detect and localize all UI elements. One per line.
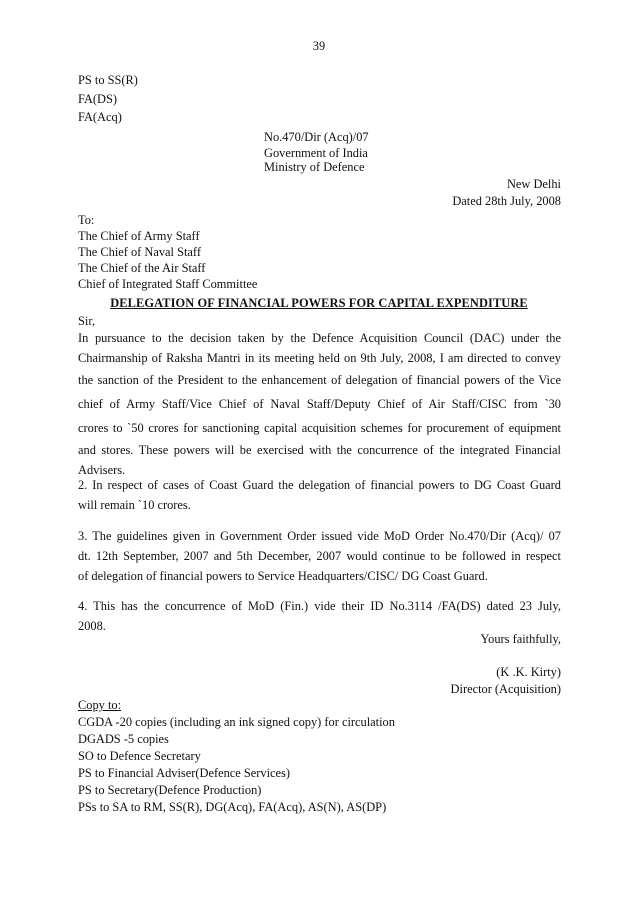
signatory-title: Director (Acquisition) (450, 682, 561, 696)
paragraph-line: Chairmanship of Raksha Mantri in its meeting held on 9th July, 2008, I am directed to convey (78, 351, 561, 365)
paragraph-4 (78, 596, 561, 636)
paragraph-line: 3. The guidelines given in Government Order issued vide MoD Order No.470/Dir (Acq)/ 07 (78, 529, 561, 543)
paragraph-line: 2008. (78, 619, 106, 633)
letter-date: Dated 28th July, 2008 (452, 194, 561, 208)
to-label: To: (78, 213, 95, 227)
subject-heading: DELEGATION OF FINANCIAL POWERS FOR CAPITAL EXPENDITURE (110, 296, 528, 310)
paragraph-1 (78, 328, 561, 480)
signatory-name: (K .K. Kirty) (496, 665, 561, 679)
ministry-line: Ministry of Defence (264, 160, 365, 174)
paragraph-line: the sanction of the President to the enhancement of delegation of financial powers of the Vice (78, 373, 561, 387)
addressee: The Chief of the Air Staff (78, 261, 206, 275)
paragraph-line: will remain `10 crores. (78, 498, 191, 512)
copy-to-item: PSs to SA to RM, SS(R), DG(Acq), FA(Acq), AS(N), AS(DP) (78, 800, 387, 814)
paragraph-3 (78, 526, 561, 586)
copy-to-item: PS to Secretary(Defence Production) (78, 783, 262, 797)
addressee: The Chief of Army Staff (78, 229, 200, 243)
copy-to-label: Copy to: (78, 698, 122, 712)
closing: Yours faithfully, (480, 632, 561, 646)
paragraph-line: 2. In respect of cases of Coast Guard the delegation of financial powers to DG Coast Guard (78, 478, 561, 492)
copy-to-item: PS to Financial Adviser(Defence Services) (78, 766, 290, 780)
copy-to-item: SO to Defence Secretary (78, 749, 201, 763)
distribution-line: FA(Acq) (78, 110, 122, 124)
paragraph-line: crores to `50 crores for sanctioning capital acquisition schemes for procurement of equipment (78, 421, 561, 435)
paragraph-2 (78, 475, 561, 515)
addressee: The Chief of Naval Staff (78, 245, 201, 259)
paragraph-line: chief of Army Staff/Vice Chief of Naval Staff/Deputy Chief of Air Staff/CISC from `30 (78, 397, 561, 411)
government-line: Government of India (264, 146, 368, 160)
paragraph-line: In pursuance to the decision taken by the Defence Acquisition Council (DAC) under the (78, 331, 561, 345)
salutation: Sir, (78, 314, 96, 328)
page-number: 39 (312, 39, 326, 53)
distribution-line: PS to SS(R) (78, 73, 138, 87)
distribution-line: FA(DS) (78, 92, 118, 106)
copy-to-item: CGDA -20 copies (including an ink signed copy) for circulation (78, 715, 395, 729)
reference-number: No.470/Dir (Acq)/07 (264, 130, 369, 144)
paragraph-line: dt. 12th September, 2007 and 5th December, 2007 would continue to be followed in respect (78, 549, 561, 563)
paragraph-line: and stores. These powers will be exercised with the concurrence of the integrated Financial (78, 443, 561, 457)
paragraph-line: of delegation of financial powers to Service Headquarters/CISC/ DG Coast Guard. (78, 569, 488, 583)
addressee: Chief of Integrated Staff Committee (78, 277, 258, 291)
place: New Delhi (506, 177, 561, 191)
copy-to-item: DGADS -5 copies (78, 732, 169, 746)
paragraph-line: Advisers. (78, 463, 126, 477)
paragraph-line: 4. This has the concurrence of MoD (Fin.) vide their ID No.3114 /FA(DS) dated 23 July, (78, 599, 561, 613)
